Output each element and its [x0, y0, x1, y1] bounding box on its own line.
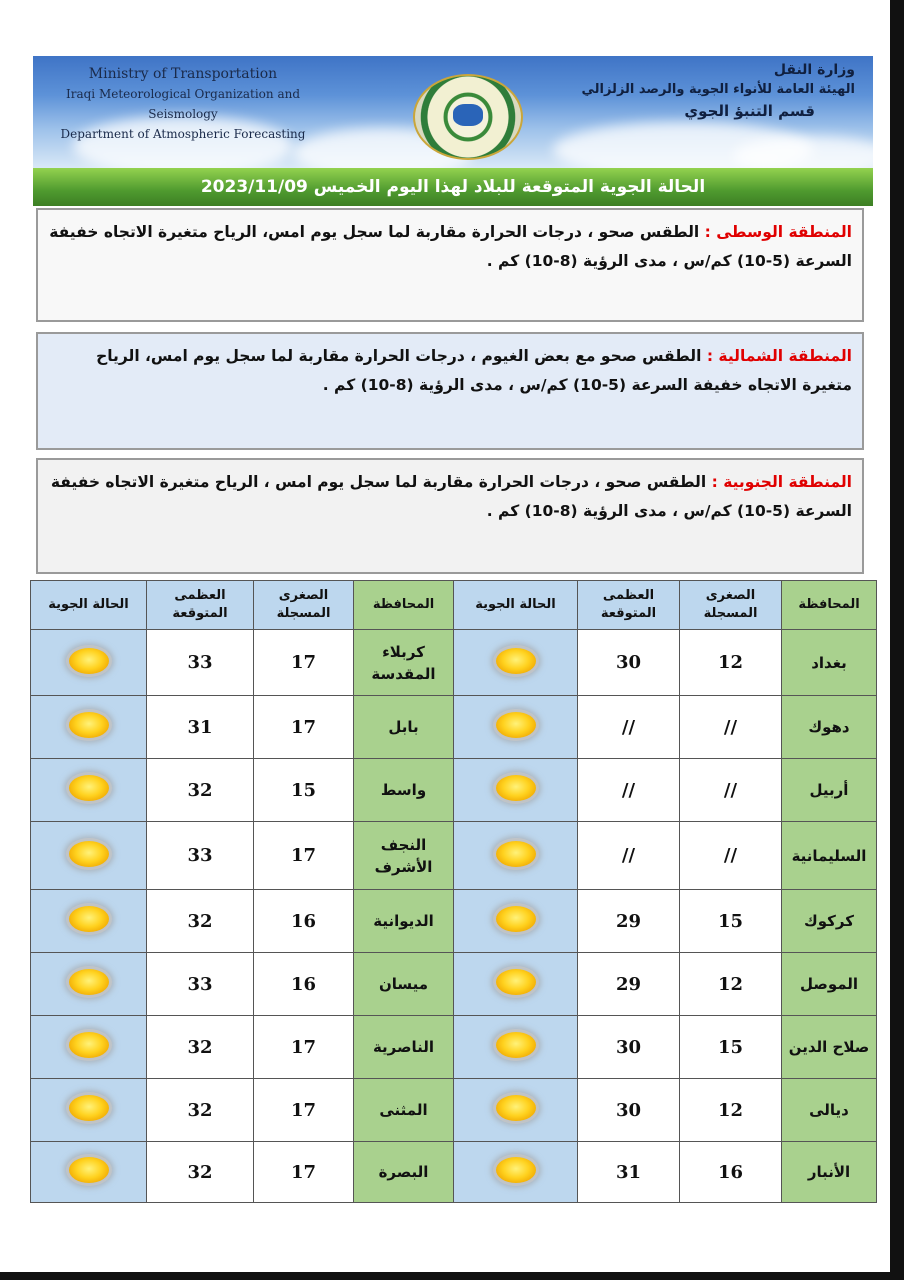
- province-name: واسط: [354, 759, 454, 822]
- weather-cell: [31, 696, 147, 759]
- table-row: [31, 630, 877, 696]
- weather-cell: [31, 822, 147, 890]
- province-name: صلاح الدين: [782, 1016, 877, 1079]
- min-temp: 12: [680, 953, 782, 1016]
- weather-cell: [31, 1016, 147, 1079]
- page-bottom-edge: [0, 1272, 904, 1280]
- province-name: دهوك: [782, 696, 877, 759]
- max-temp: //: [578, 696, 680, 759]
- department-name-en: Department of Atmospheric Forecasting: [60, 127, 306, 141]
- header-province: المحافظة: [782, 581, 877, 630]
- english-header: [33, 64, 333, 144]
- sun-icon: [496, 1032, 536, 1058]
- min-temp: 17: [254, 822, 354, 890]
- weather-cell: [454, 822, 578, 890]
- table-row: [31, 696, 877, 759]
- weather-cell: [31, 1142, 147, 1203]
- weather-cell: [454, 759, 578, 822]
- province-name: البصرة: [354, 1142, 454, 1203]
- page-title: الحالة الجوية المتوقعة للبلاد لهذا اليوم الخميس 2023/11/09: [33, 168, 873, 206]
- header-weather: الحالة الجوية: [31, 581, 147, 630]
- region-text: الطقس صحو ، درجات الحرارة مقاربة لما سجل يوم امس، الرياح متغيرة الاتجاه خفيفة السرعة (5-10) كم/س ، مدى الرؤية (8-10) كم .: [49, 223, 852, 270]
- weather-cell: [454, 1016, 578, 1079]
- table-row: [31, 822, 877, 890]
- header-min: الصغرى المسجلة: [680, 581, 782, 630]
- table-row: [31, 953, 877, 1016]
- max-temp: 30: [578, 1079, 680, 1142]
- weather-cell: [454, 890, 578, 953]
- province-name: السليمانية: [782, 822, 877, 890]
- max-temp: 30: [578, 630, 680, 696]
- max-temp: 32: [147, 890, 254, 953]
- weather-cell: [454, 1142, 578, 1203]
- sun-icon: [496, 969, 536, 995]
- weather-cell: [454, 630, 578, 696]
- table-row: [31, 759, 877, 822]
- page-edge: [890, 0, 904, 1280]
- min-temp: //: [680, 759, 782, 822]
- sun-icon: [69, 1157, 109, 1183]
- weather-cell: [31, 1079, 147, 1142]
- min-temp: 15: [680, 890, 782, 953]
- sun-icon: [69, 1095, 109, 1121]
- province-name: بابل: [354, 696, 454, 759]
- sun-icon: [69, 648, 109, 674]
- table-row: [31, 890, 877, 953]
- max-temp: 29: [578, 890, 680, 953]
- organization-logo: [413, 74, 523, 160]
- max-temp: //: [578, 759, 680, 822]
- province-name: كركوك: [782, 890, 877, 953]
- table-row: [31, 1016, 877, 1079]
- region-north: [36, 332, 864, 450]
- arabic-header: [581, 60, 855, 122]
- sun-icon: [496, 841, 536, 867]
- sun-icon: [69, 1032, 109, 1058]
- weather-cell: [454, 953, 578, 1016]
- region-central: [36, 208, 864, 322]
- sun-icon: [496, 775, 536, 801]
- region-label: المنطقة الوسطى :: [704, 223, 852, 241]
- min-temp: 16: [254, 890, 354, 953]
- weather-cell: [31, 630, 147, 696]
- province-name: النجف الأشرف: [354, 822, 454, 890]
- sun-icon: [69, 969, 109, 995]
- max-temp: 32: [147, 1016, 254, 1079]
- organization-name-ar: الهيئة العامة للأنواء الجوية والرصد الزلزالي: [581, 82, 855, 97]
- sun-icon: [496, 712, 536, 738]
- table-row: [31, 1142, 877, 1203]
- min-temp: 17: [254, 630, 354, 696]
- weather-cell: [31, 953, 147, 1016]
- ministry-name-en: Ministry of Transportation: [88, 66, 278, 82]
- province-name: الناصرية: [354, 1016, 454, 1079]
- region-label: المنطقة الجنوبية :: [711, 473, 852, 491]
- max-temp: 30: [578, 1016, 680, 1079]
- weather-cell: [31, 759, 147, 822]
- header-province: المحافظة: [354, 581, 454, 630]
- province-name: الموصل: [782, 953, 877, 1016]
- min-temp: 17: [254, 1142, 354, 1203]
- province-name: الديوانية: [354, 890, 454, 953]
- max-temp: 31: [578, 1142, 680, 1203]
- province-name: الأنبار: [782, 1142, 877, 1203]
- min-temp: 17: [254, 1016, 354, 1079]
- header-banner: [33, 56, 873, 168]
- header-max: العظمى المتوقعة: [578, 581, 680, 630]
- region-text: الطقس صحو مع بعض الغيوم ، درجات الحرارة مقاربة لما سجل يوم امس، الرياح متغيرة الاتجاه خفيفة السرعة (5-10) كم/س ، مدى الرؤية (8-10) كم .: [96, 347, 852, 394]
- table-row: [31, 1079, 877, 1142]
- sun-icon: [496, 1095, 536, 1121]
- max-temp: 32: [147, 1079, 254, 1142]
- province-name: كربلاء المقدسة: [354, 630, 454, 696]
- header-weather: الحالة الجوية: [454, 581, 578, 630]
- min-temp: 16: [680, 1142, 782, 1203]
- max-temp: 33: [147, 822, 254, 890]
- min-temp: //: [680, 696, 782, 759]
- province-name: بغداد: [782, 630, 877, 696]
- sun-icon: [496, 906, 536, 932]
- max-temp: 33: [147, 630, 254, 696]
- max-temp: //: [578, 822, 680, 890]
- sun-icon: [69, 775, 109, 801]
- forecast-table: [30, 580, 877, 1203]
- province-name: المثنى: [354, 1079, 454, 1142]
- sun-icon: [69, 841, 109, 867]
- region-label: المنطقة الشمالية :: [706, 347, 852, 365]
- max-temp: 31: [147, 696, 254, 759]
- min-temp: //: [680, 822, 782, 890]
- sun-icon: [69, 906, 109, 932]
- min-temp: 16: [254, 953, 354, 1016]
- header-max: العظمى المتوقعة: [147, 581, 254, 630]
- min-temp: 12: [680, 1079, 782, 1142]
- max-temp: 32: [147, 1142, 254, 1203]
- region-text: الطقس صحو ، درجات الحرارة مقاربة لما سجل يوم امس ، الرياح متغيرة الاتجاه خفيفة السرعة (5-10) كم/س ، مدى الرؤية (8-10) كم .: [50, 473, 852, 520]
- min-temp: 12: [680, 630, 782, 696]
- sun-icon: [496, 648, 536, 674]
- max-temp: 32: [147, 759, 254, 822]
- min-temp: 15: [680, 1016, 782, 1079]
- min-temp: 15: [254, 759, 354, 822]
- organization-name-en: Iraqi Meteorological Organization and Seismology: [65, 87, 301, 121]
- province-name: أربيل: [782, 759, 877, 822]
- department-name-ar: قسم التنبؤ الجوي: [684, 102, 815, 120]
- weather-cell: [454, 696, 578, 759]
- weather-cell: [31, 890, 147, 953]
- header-min: الصغرى المسجلة: [254, 581, 354, 630]
- region-south: [36, 458, 864, 574]
- sun-icon: [69, 712, 109, 738]
- sun-icon: [496, 1157, 536, 1183]
- province-name: ميسان: [354, 953, 454, 1016]
- weather-cell: [454, 1079, 578, 1142]
- ministry-name-ar: وزارة النقل: [773, 62, 855, 78]
- min-temp: 17: [254, 1079, 354, 1142]
- max-temp: 33: [147, 953, 254, 1016]
- province-name: ديالى: [782, 1079, 877, 1142]
- table-header-row: [31, 581, 877, 630]
- min-temp: 17: [254, 696, 354, 759]
- max-temp: 29: [578, 953, 680, 1016]
